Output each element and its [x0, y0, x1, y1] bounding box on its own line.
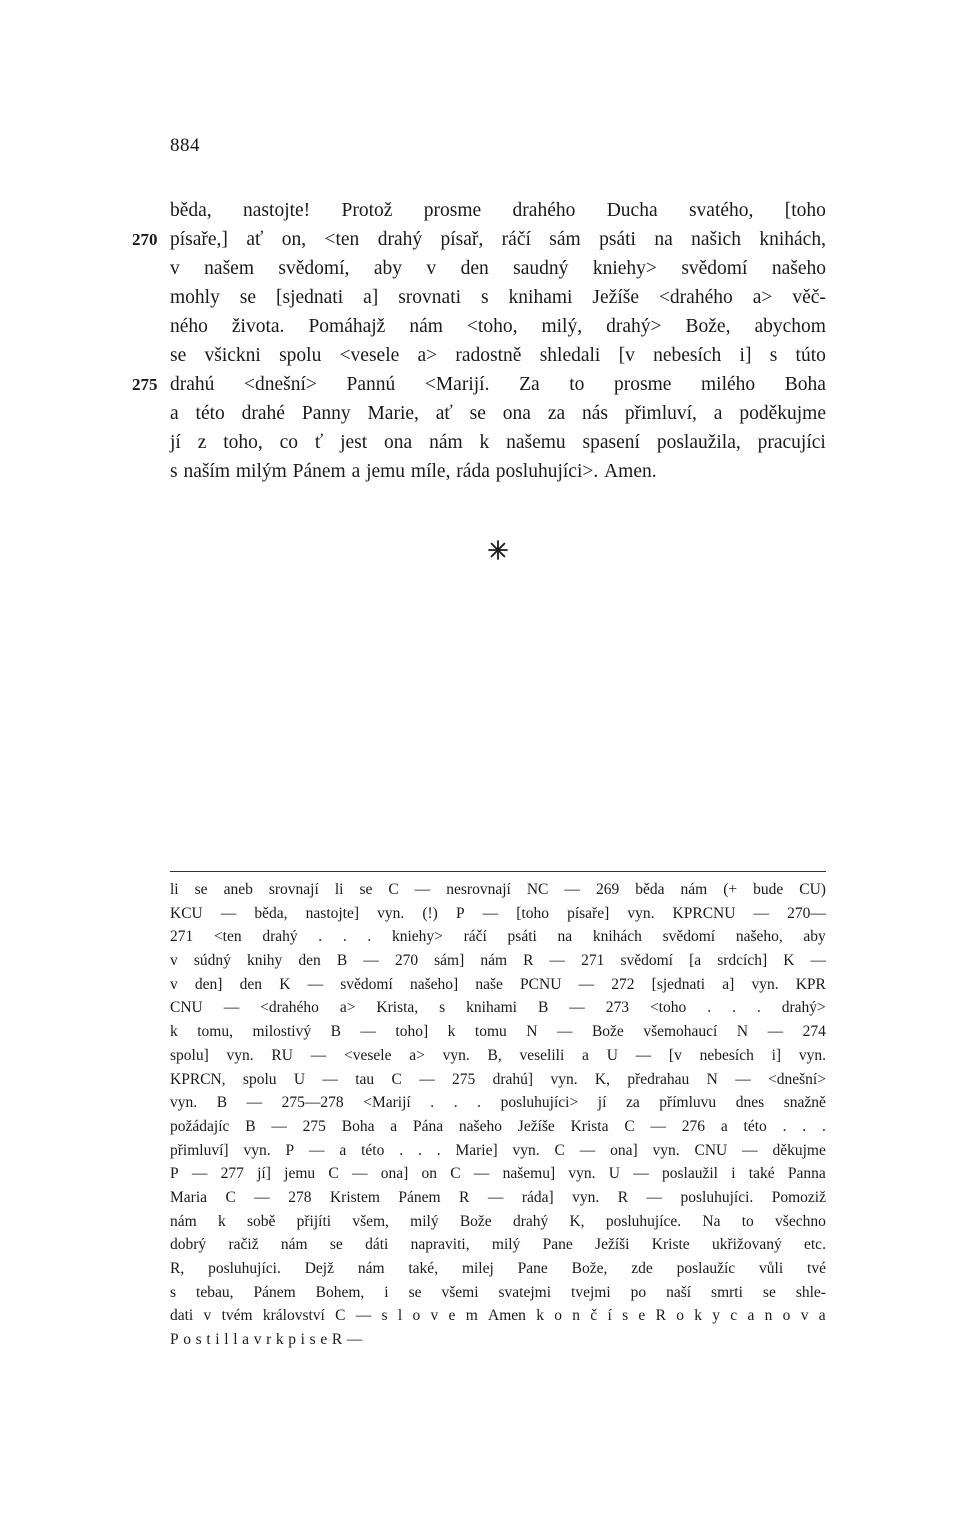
- footnote-line: KPRCN, spolu U — tau C — 275 drahú] vyn. K, předrahau N — <dnešní>: [170, 1070, 826, 1088]
- page-number: 884: [170, 135, 200, 156]
- footnote-line: KCU — běda, nastojte] vyn. (!) P — [toho písaře] vyn. KPRCNU — 270—: [170, 904, 826, 922]
- footnote-rule: [170, 871, 826, 872]
- main-text-line: mohly se [sjednati a] srovnati s knihami Ježíše <drahého a> věč-: [170, 287, 826, 308]
- main-text-line: a této drahé Panny Marie, ať se ona za nás přimluví, a poděkujme: [170, 403, 826, 424]
- asterisk-ornament-icon: [488, 540, 508, 560]
- footnote-line: vyn. B — 275—278 <Marijí . . . posluhujíci> jí za přímluvu dnes snažně: [170, 1094, 826, 1112]
- footnote-line: nám k sobě přijíti všem, milý Bože drahý K, posluhujíce. Na to všechno: [170, 1212, 826, 1230]
- main-text-line: 275 drahú <dnešní> Pannú <Marijí. Za to prosme milého Boha: [170, 370, 826, 399]
- footnote-line: k tomu, milostivý B — toho] k tomu N — Bože všemohaucí N — 274: [170, 1023, 826, 1041]
- main-text-line: ného života. Pomáhajž nám <toho, milý, drahý> Bože, abychom: [170, 316, 826, 337]
- footnote-line: CNU — <drahého a> Krista, s knihami B — 273 <toho . . . drahý>: [170, 999, 826, 1017]
- footnote-line: dobrý račiž nám se dáti napraviti, milý Pane Ježíši Kriste ukřižovaný etc.: [170, 1236, 826, 1254]
- footnote-line: požádajíc B — 275 Boha a Pána našeho Ježíše Krista C — 276 a této . . .: [170, 1117, 826, 1135]
- footnote-line: 271 <ten drahý . . . kniehy> ráčí psáti na knihách svědomí našeho, aby: [170, 928, 826, 946]
- main-text-line: 270 písaře,] ať on, <ten drahý písař, ráčí sám psáti na našich knihách,: [170, 225, 826, 254]
- line-number: 275: [132, 375, 158, 394]
- footnote-line: v súdný knihy den B — 270 sám] nám R — 271 svědomí [a srdcích] K —: [170, 952, 826, 970]
- footnote-line: dati v tvém království C — s l o v e m Amen k o n č í s e R o k y c a n o v a: [170, 1307, 826, 1325]
- footnote-line: přimluví] vyn. P — a této . . . Marie] vyn. C — ona] vyn. CNU — děkujme: [170, 1141, 826, 1159]
- footnote-line: v den] den K — svědomí našeho] naše PCNU — 272 [sjednati a] vyn. KPR: [170, 975, 826, 993]
- footnote-line: spolu] vyn. RU — <vesele a> vyn. B, veselili a U — [v nebesích i] vyn.: [170, 1046, 826, 1064]
- main-text: [132, 196, 826, 486]
- main-text-line: s naším milým Pánem a jemu míle, ráda posluhujíci>. Amen.: [170, 461, 657, 482]
- footnote-line: P o s t i l l a v r k p i s e R —: [170, 1331, 363, 1349]
- footnote-line: Maria C — 278 Kristem Pánem R — ráda] vyn. R — posluhujíci. Pomoziž: [170, 1188, 826, 1206]
- footnote-line: li se aneb srovnají li se C — nesrovnají NC — 269 běda nám (+ bude CU): [170, 881, 826, 898]
- footnotes: [170, 878, 826, 1352]
- main-text-line: jí z toho, co ť jest ona nám k našemu spasení poslaužila, pracujíci: [170, 432, 826, 453]
- footnote-line: s tebau, Pánem Bohem, i se všemi svatejmi tvejmi po naší smrti se shle-: [170, 1283, 826, 1301]
- footnote-line: P — 277 jí] jemu C — ona] on C — našemu] vyn. U — poslaužil i také Panna: [170, 1165, 826, 1183]
- line-number: 270: [132, 230, 158, 249]
- main-text-line: běda, nastojte! Protož prosme drahého Ducha svatého, [toho: [170, 200, 826, 221]
- footnote-line: R, posluhujíci. Dejž nám také, milej Pane Bože, zde poslaužíc vůli tvé: [170, 1260, 826, 1277]
- main-text-line: v našem svědomí, aby v den saudný kniehy> svědomí našeho: [170, 258, 826, 279]
- main-text-line: se všickni spolu <vesele a> radostně shledali [v nebesích i] s túto: [170, 345, 826, 366]
